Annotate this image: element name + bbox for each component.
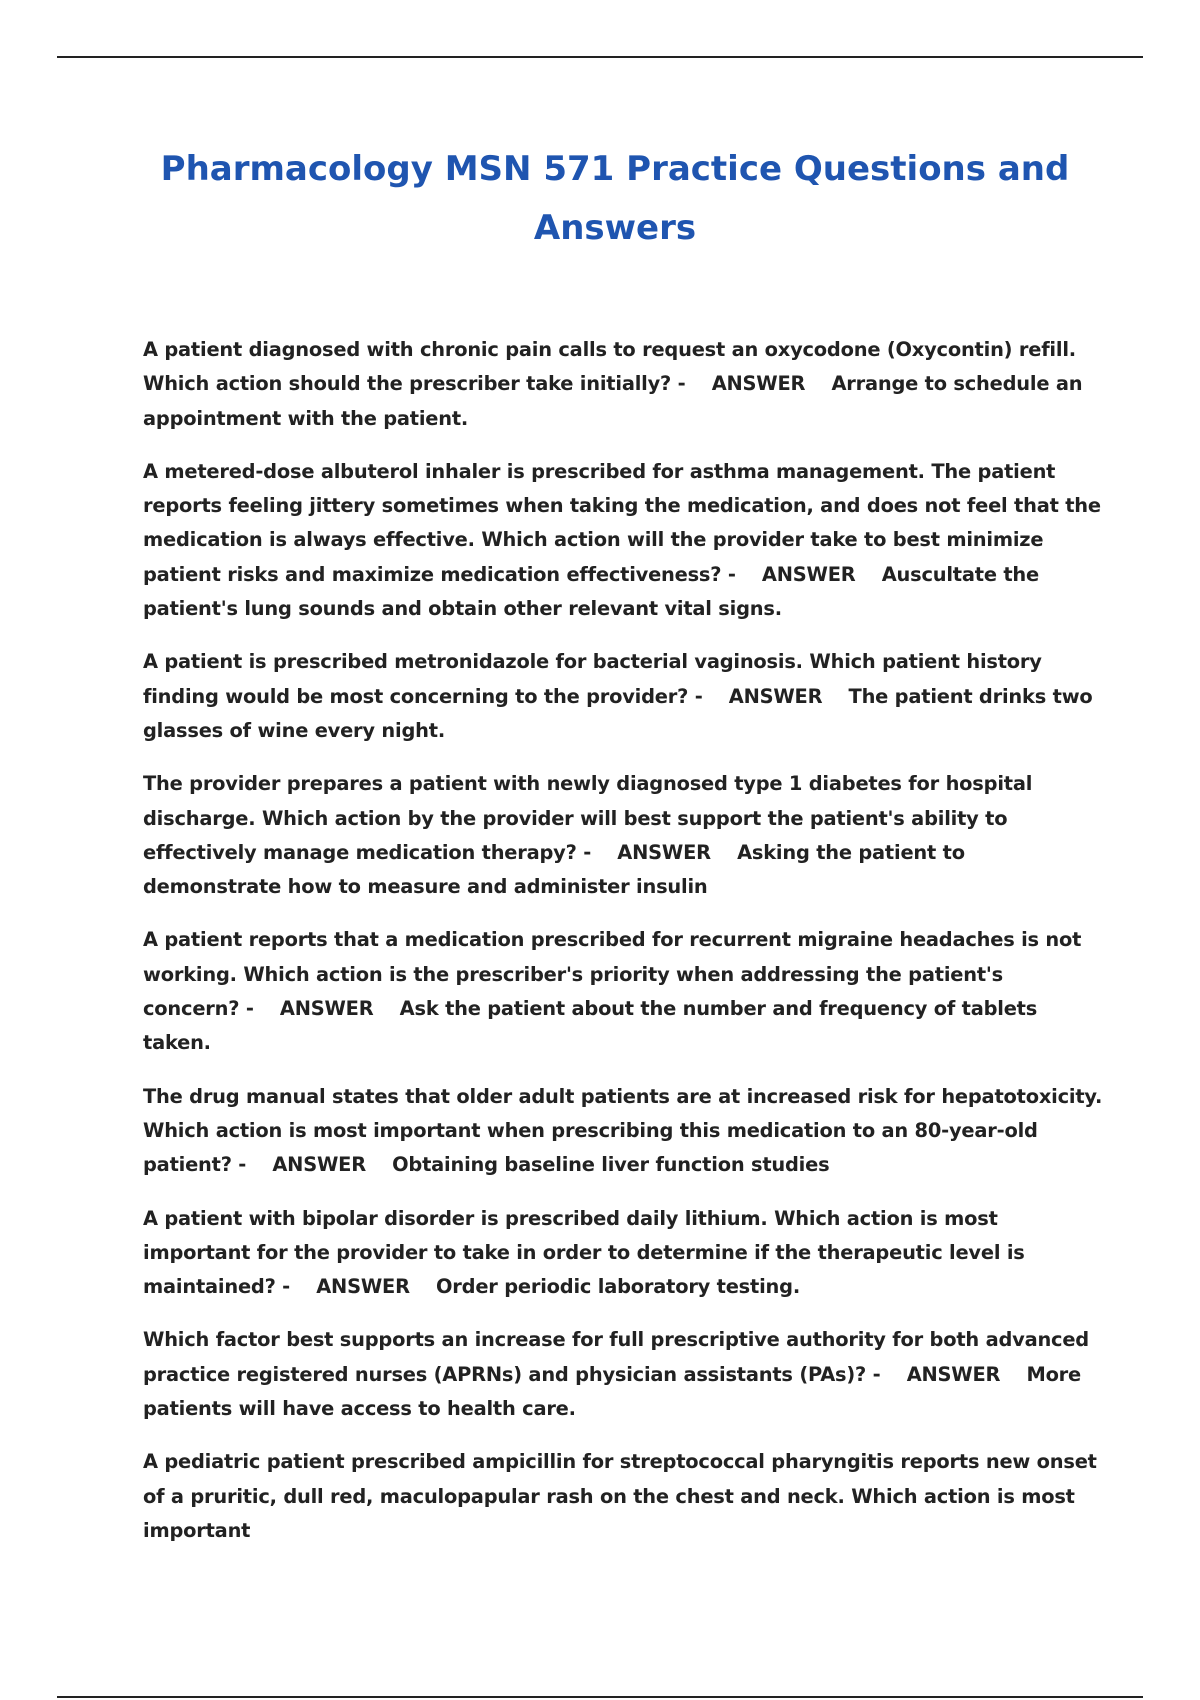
answer-label: ANSWER [316, 1275, 410, 1299]
qa-item [143, 1080, 1103, 1183]
answer-text: Order periodic laboratory testing. [436, 1275, 800, 1299]
answer-label: ANSWER [761, 562, 856, 586]
answer-text: Auscultate the patient's lung sounds and obtain other relevant vital signs. [143, 562, 1039, 621]
bottom-rule [57, 1696, 1143, 1698]
answer-label: ANSWER [617, 840, 711, 864]
question-text: The provider prepares a patient with newly diagnosed type 1 diabetes for hospital discharge. Which action by the provider will best support the patient's ability to effectively manage medication therapy? - [143, 772, 1033, 864]
question-text: A patient is prescribed metronidazole for bacterial vaginosis. Which patient history finding would be most concerning to the provider? - [143, 650, 1042, 708]
qa-item [143, 767, 1103, 904]
qa-item [143, 1323, 1103, 1426]
answer-label: ANSWER [906, 1362, 1001, 1386]
qa-item [143, 333, 1103, 436]
qa-item [143, 1445, 1103, 1548]
qa-item [143, 1202, 1103, 1305]
answer-label: ANSWER [728, 684, 823, 708]
qa-item [143, 645, 1103, 748]
answer-text: Ask the patient about the number and frequency of tablets taken. [143, 997, 1038, 1055]
question-text: A patient reports that a medication prescribed for recurrent migraine headaches is not working. Which action is the prescriber's priority when addressing the patient's concern? - [143, 928, 1082, 1021]
question-text: The drug manual states that older adult patients are at increased risk for hepatotoxicity. Which action is most important when prescribing this medication to an 80-year-old patient? - [143, 1084, 1103, 1177]
question-text: A metered-dose albuterol inhaler is prescribed for asthma management. The patient reports feeling jittery sometimes when taking the medication, and does not feel that the medication is always effective. Which action will the provider take to best minimize patient risks and maximize medication effectiveness? - [143, 459, 1101, 586]
answer-text: The patient drinks two glasses of wine every night. [143, 684, 1093, 742]
answer-text: Obtaining baseline liver function studies [392, 1153, 830, 1177]
document-title: Pharmacology MSN 571 Practice Questions and Answers [160, 149, 1070, 248]
answer-text: Asking the patient to demonstrate how to measure and administer insulin [143, 840, 965, 899]
question-text: Which factor best supports an increase for full prescriptive authority for both advanced practice registered nurses (APRNs) and physician assistants (PAs)? - [143, 1328, 1089, 1386]
question-text: A patient with bipolar disorder is prescribed daily lithium. Which action is most important for the provider to take in order to determine if the therapeutic level is maintained? - [143, 1206, 1025, 1299]
answer-text: Arrange to schedule an appointment with the patient. [143, 372, 1083, 430]
question-text: A pediatric patient prescribed ampicillin for streptococcal pharyngitis reports new onset of a pruritic, dull red, maculopapular rash on the chest and neck. Which action is most important [143, 1450, 1097, 1542]
answer-label: ANSWER [711, 372, 806, 396]
question-text: A patient diagnosed with chronic pain calls to request an oxycodone (Oxycontin) refill. Which action should the prescriber take initially? - [143, 338, 1076, 396]
answer-text: More patients will have access to health care. [143, 1362, 1082, 1421]
qa-item [143, 455, 1103, 626]
top-rule [57, 56, 1143, 58]
answer-label: ANSWER [279, 997, 374, 1021]
qa-list [143, 333, 1103, 1567]
answer-label: ANSWER [272, 1153, 366, 1177]
qa-item [143, 923, 1103, 1060]
